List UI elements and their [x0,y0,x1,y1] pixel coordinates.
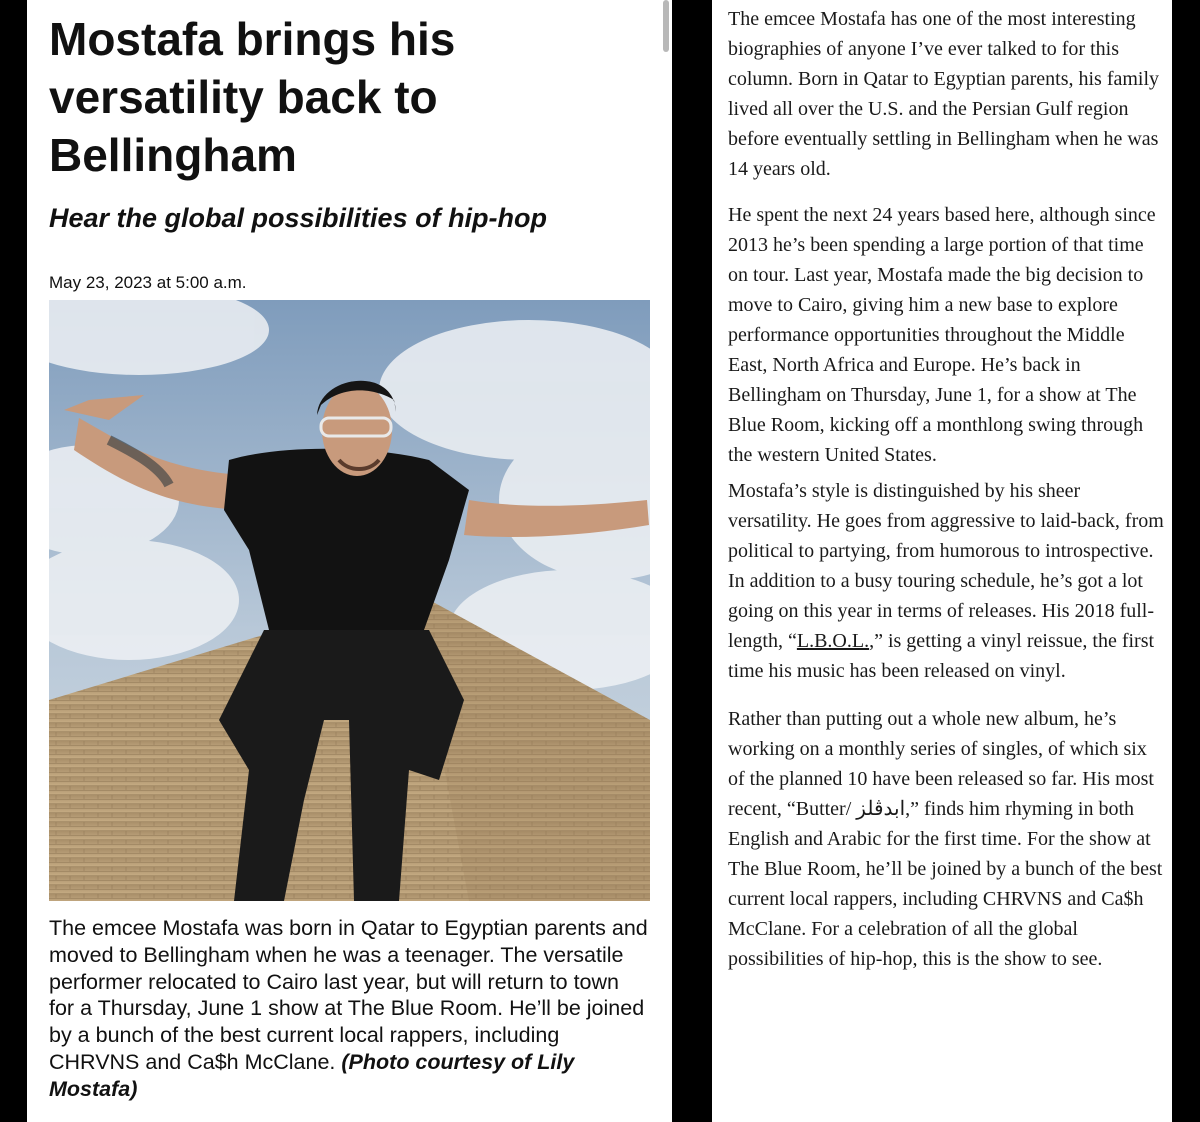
headline: Mostafa brings his versatility back to Bellingham [49,13,456,181]
paragraph-2: He spent the next 24 years based here, although since 2013 he’s been spending a large portion of that time on tour. Last year, Mostafa made the big decision to move to Cairo, giving him a new base to explore performance opportunities throughout the Middle East, North Africa and Europe. He’s back in Bellingham on Thursday, June 1, for a show at The Blue Room, kicking off a monthlong swing through the western United States. [728,204,1156,466]
paragraph-4 [728,704,1164,974]
paragraph-3-text-end: ,” is getting a vinyl reissue, the first time his music has been released on vinyl. [728,630,1155,682]
paragraph-1: The emcee Mostafa has one of the most interesting biographies of anyone I’ve ever talked to for this column. Born in Qatar to Egyptian parents, his family lived all over the U.S. and the Persian Gulf region before eventually settling in Bellingham when he was 14 years old. [728,8,1160,180]
photo-credit: (Photo courtesy of Lily Mostafa) [49,1049,575,1101]
paragraph-4-text-start: Rather than putting out a whole new album, he’s working on a monthly series of singles, of which six of the planned 10 have been released so far. His most recent, “Butter/ [728,708,1154,820]
article-photo [49,300,650,901]
article-body [728,4,1164,974]
album-link[interactable]: L.B.O.L. [796,630,870,652]
caption-text: The emcee Mostafa was born in Qatar to Egyptian parents and moved to Bellingham when he was a teenager. The versatile performer relocated to Cairo last year, but will return to town for a Thursday, June 1 show at The Blue Room. He’ll be joined by a bunch of the best current local rappers, including CHRVNS and Ca$h McClane. [49,916,648,1074]
paragraph-4-text-end: ,” finds him rhyming in both English and Arabic for the first time. For the show at The Blue Room, he’ll be joined by a bunch of the best current local rappers, including CHRVNS and Ca$h McClane. For a celebration of all the global possibilities of hip-hop, this is the show to see. [728,798,1163,970]
publish-date: May 23, 2023 at 5:00 a.m. [49,273,247,292]
scrollbar-thumb[interactable] [663,0,669,52]
paragraph-3 [728,476,1164,686]
arabic-song-title: ابدڤلز [856,798,906,820]
man-jumping-before-pyramid-image [49,300,650,901]
paragraph-3-text-start: Mostafa’s style is distinguished by his sheer versatility. He goes from aggressive to laid-back, from political to partying, from humorous to introspective. In addition to a busy touring schedule, he’s got a lot going on this year in terms of releases. His 2018 full-length, “ [728,480,1164,652]
photo-caption [49,915,649,1103]
subheadline: Hear the global possibilities of hip-hop [49,203,548,233]
